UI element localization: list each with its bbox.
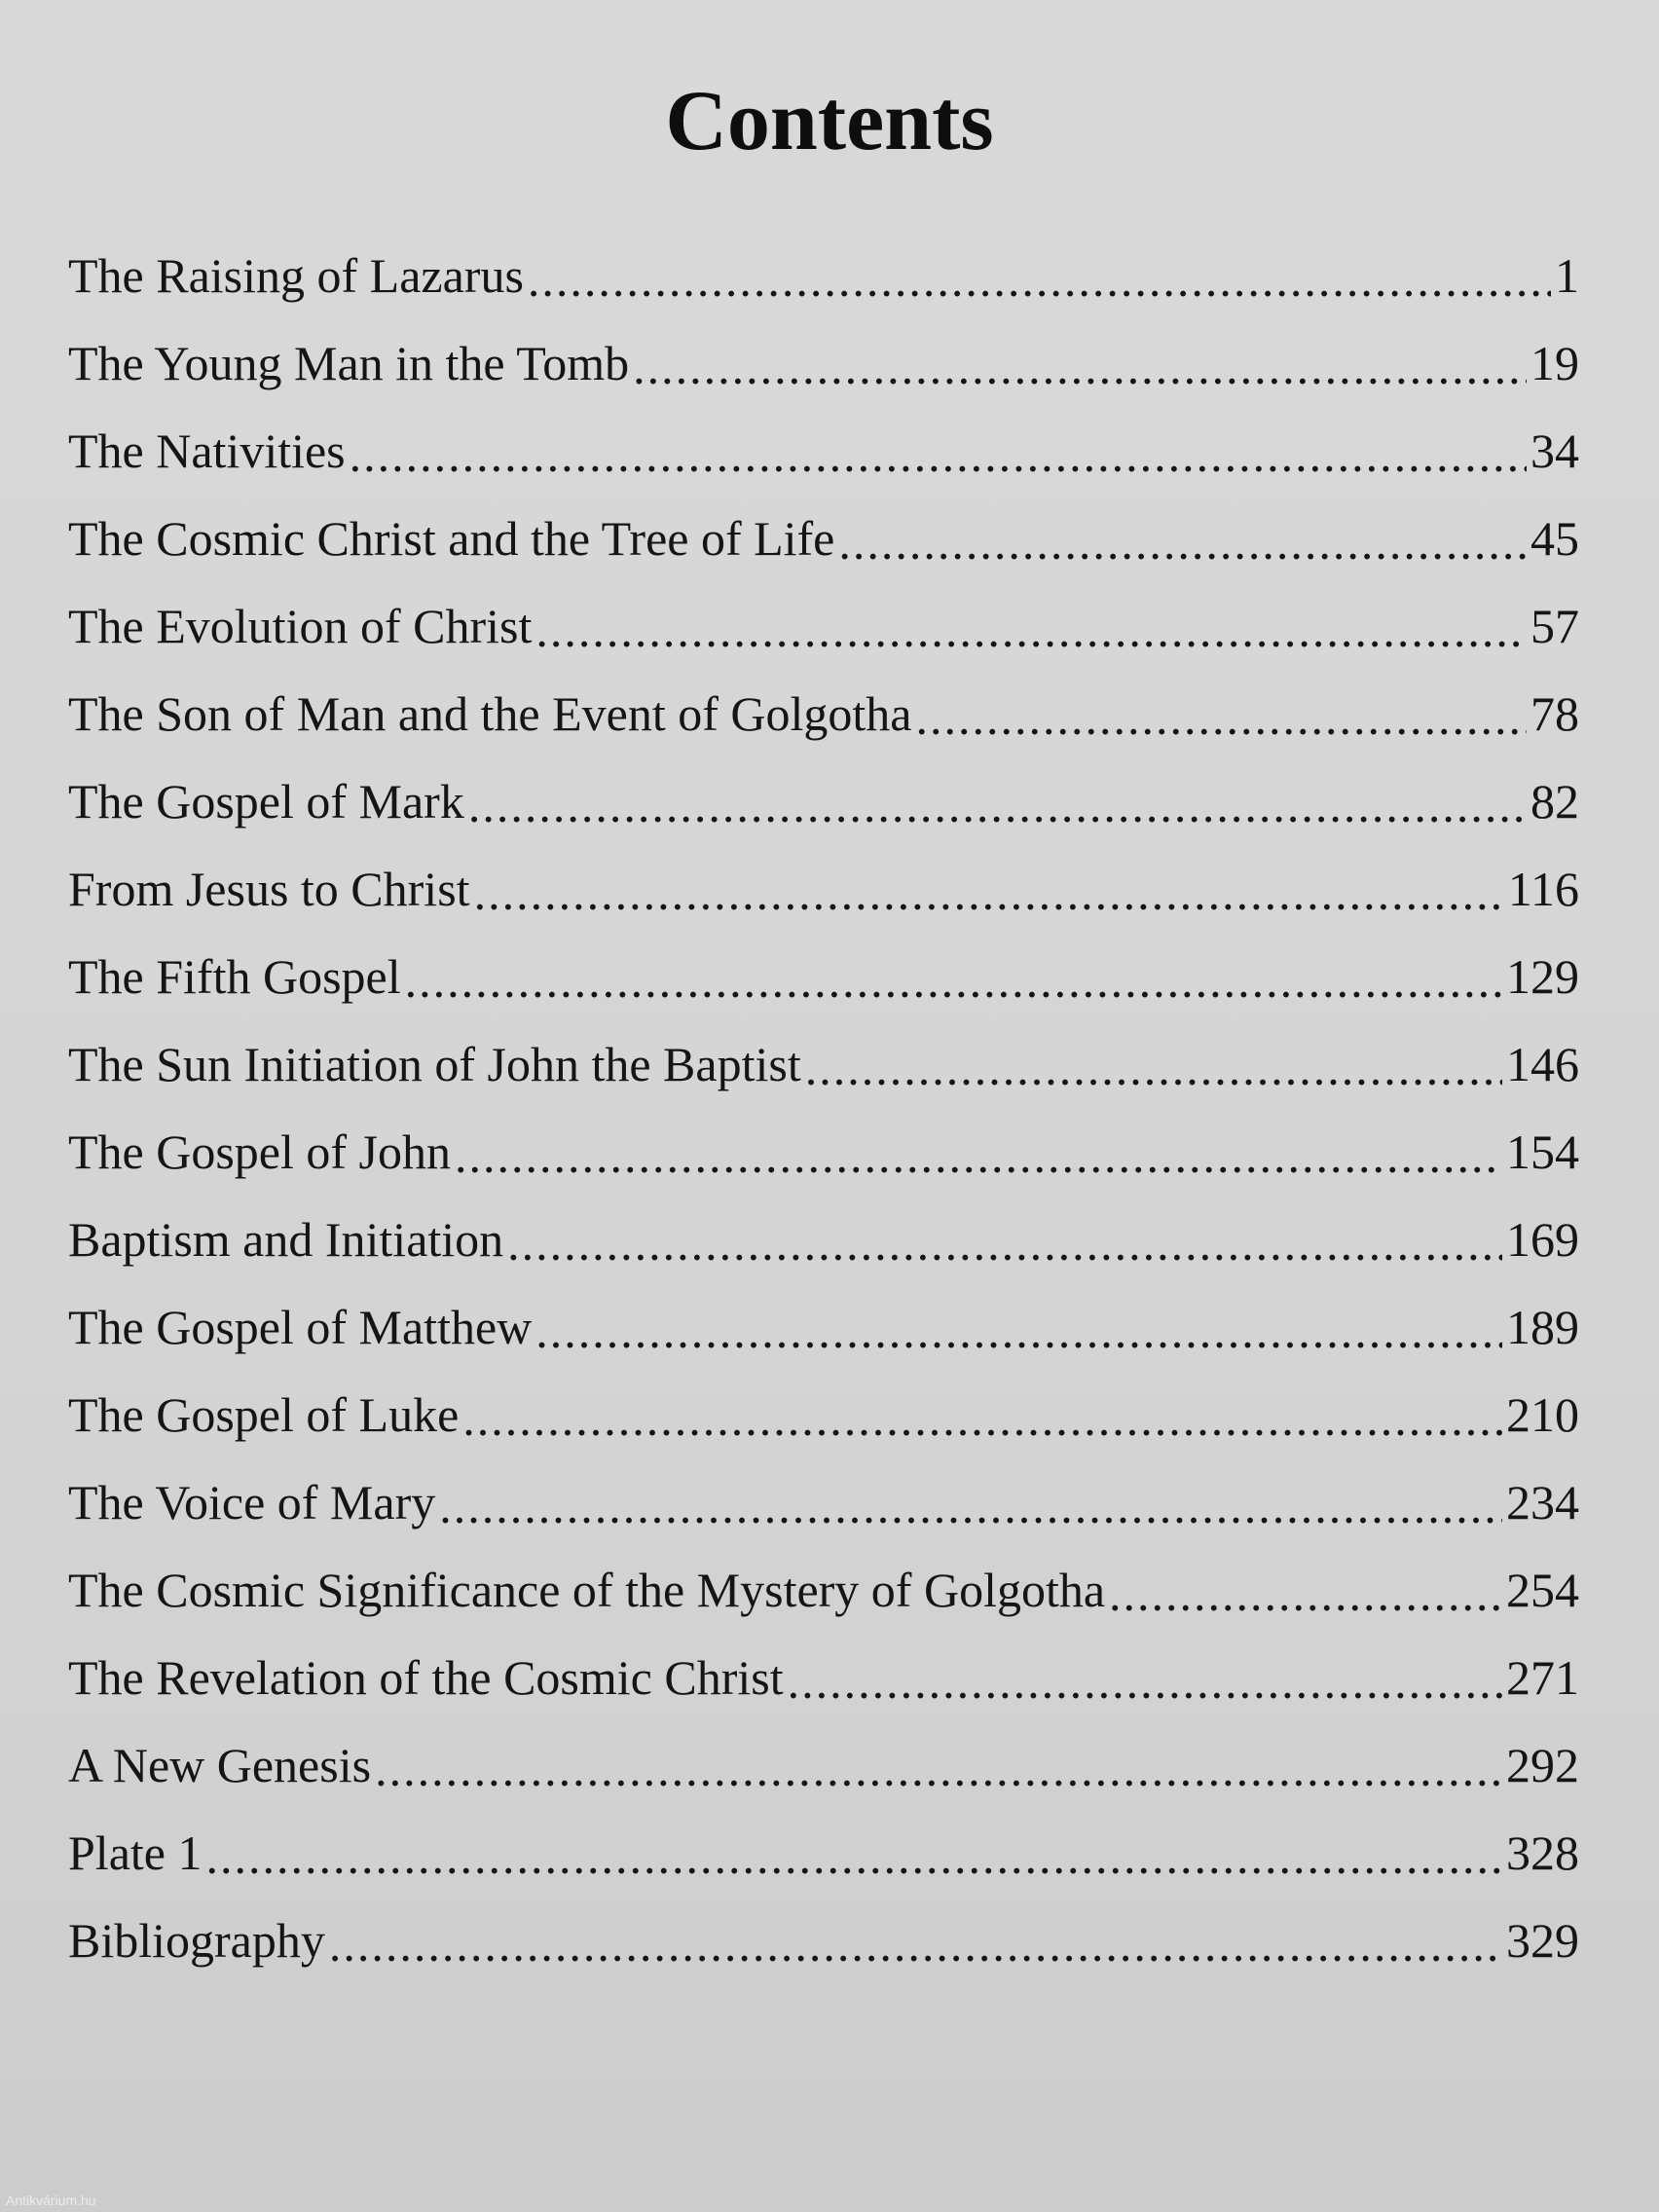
toc-entry-page-number: 328 bbox=[1506, 1825, 1579, 1880]
toc-entry-title: The Gospel of Luke bbox=[68, 1387, 460, 1442]
dot-leader bbox=[462, 1375, 1502, 1462]
toc-entry-page-number: 45 bbox=[1530, 511, 1579, 566]
toc-entry-page-number: 146 bbox=[1506, 1037, 1579, 1091]
toc-entry-title: The Raising of Lazarus bbox=[68, 248, 524, 303]
toc-entry bbox=[68, 582, 1579, 670]
dot-leader bbox=[805, 1024, 1502, 1112]
toc-entry bbox=[68, 1458, 1579, 1546]
toc-entry-title: The Sun Initiation of John the Baptist bbox=[68, 1037, 801, 1091]
toc-entry-page-number: 210 bbox=[1506, 1387, 1579, 1442]
toc-entry bbox=[68, 319, 1579, 407]
toc-entry bbox=[68, 1283, 1579, 1371]
page-title: Contents bbox=[665, 74, 994, 168]
dot-leader bbox=[535, 586, 1527, 674]
toc-entry bbox=[68, 1809, 1579, 1897]
dot-leader bbox=[329, 1900, 1502, 1988]
toc-entry bbox=[68, 232, 1579, 319]
toc-entry-page-number: 57 bbox=[1530, 599, 1579, 653]
toc-entry bbox=[68, 1020, 1579, 1108]
toc-entry-page-number: 78 bbox=[1530, 686, 1579, 741]
toc-entry bbox=[68, 1634, 1579, 1721]
dot-leader bbox=[788, 1638, 1502, 1725]
toc-entry-page-number: 189 bbox=[1506, 1300, 1579, 1354]
dot-leader bbox=[405, 937, 1502, 1024]
toc-entry bbox=[68, 407, 1579, 495]
dot-leader bbox=[375, 1725, 1502, 1813]
toc-entry bbox=[68, 933, 1579, 1020]
dot-leader bbox=[838, 498, 1527, 586]
toc-entry-title: The Son of Man and the Event of Golgotha bbox=[68, 686, 912, 741]
toc-entry bbox=[68, 845, 1579, 933]
dot-leader bbox=[468, 761, 1527, 849]
toc-entry bbox=[68, 1897, 1579, 1984]
dot-leader bbox=[633, 323, 1527, 411]
toc-entry-page-number: 34 bbox=[1530, 424, 1579, 478]
toc-entry-title: The Voice of Mary bbox=[68, 1475, 436, 1530]
dot-leader bbox=[205, 1813, 1502, 1900]
toc-entry-page-number: 271 bbox=[1506, 1650, 1579, 1705]
toc-entry bbox=[68, 1721, 1579, 1809]
toc-entry bbox=[68, 1196, 1579, 1283]
toc-entry-title: The Cosmic Christ and the Tree of Life bbox=[68, 511, 835, 566]
toc-entry-title: Baptism and Initiation bbox=[68, 1212, 504, 1267]
toc-entry-title: The Young Man in the Tomb bbox=[68, 336, 630, 390]
toc-entry-page-number: 154 bbox=[1506, 1124, 1579, 1179]
dot-leader bbox=[439, 1462, 1502, 1550]
toc-entry-title: Bibliography bbox=[68, 1913, 325, 1968]
toc-entry-title: The Evolution of Christ bbox=[68, 599, 533, 653]
toc-entry bbox=[68, 1546, 1579, 1634]
toc-entry-title: A New Genesis bbox=[68, 1738, 372, 1792]
toc-entry bbox=[68, 1371, 1579, 1458]
toc-entry-page-number: 1 bbox=[1555, 248, 1579, 303]
dot-leader bbox=[915, 674, 1527, 761]
dot-leader bbox=[474, 849, 1504, 937]
dot-leader bbox=[528, 236, 1551, 323]
toc-entry-title: The Gospel of Matthew bbox=[68, 1300, 533, 1354]
toc-entry-title: From Jesus to Christ bbox=[68, 862, 470, 916]
toc-entry-page-number: 329 bbox=[1506, 1913, 1579, 1968]
site-watermark: Antikvárium.hu bbox=[6, 2193, 96, 2208]
toc-entry-title: Plate 1 bbox=[68, 1825, 203, 1880]
toc-entry bbox=[68, 1108, 1579, 1196]
toc-entry-title: The Cosmic Significance of the Mystery of Golgotha bbox=[68, 1563, 1106, 1617]
toc-entry-title: The Gospel of John bbox=[68, 1124, 451, 1179]
table-of-contents bbox=[68, 232, 1579, 1984]
toc-entry-title: The Fifth Gospel bbox=[68, 949, 401, 1004]
toc-entry-page-number: 169 bbox=[1506, 1212, 1579, 1267]
toc-entry-title: The Revelation of the Cosmic Christ bbox=[68, 1650, 784, 1705]
toc-entry-page-number: 292 bbox=[1506, 1738, 1579, 1792]
dot-leader bbox=[455, 1112, 1502, 1199]
toc-entry-page-number: 19 bbox=[1530, 336, 1579, 390]
toc-entry-title: The Nativities bbox=[68, 424, 346, 478]
toc-entry-page-number: 234 bbox=[1506, 1475, 1579, 1530]
toc-entry bbox=[68, 757, 1579, 845]
dot-leader bbox=[1109, 1550, 1502, 1638]
toc-entry bbox=[68, 670, 1579, 757]
toc-entry-page-number: 82 bbox=[1530, 774, 1579, 829]
toc-entry bbox=[68, 495, 1579, 582]
toc-entry-page-number: 254 bbox=[1506, 1563, 1579, 1617]
toc-entry-title: The Gospel of Mark bbox=[68, 774, 464, 829]
toc-entry-page-number: 116 bbox=[1507, 862, 1579, 916]
dot-leader bbox=[535, 1287, 1502, 1375]
dot-leader bbox=[350, 411, 1527, 498]
toc-entry-page-number: 129 bbox=[1506, 949, 1579, 1004]
dot-leader bbox=[507, 1199, 1502, 1287]
